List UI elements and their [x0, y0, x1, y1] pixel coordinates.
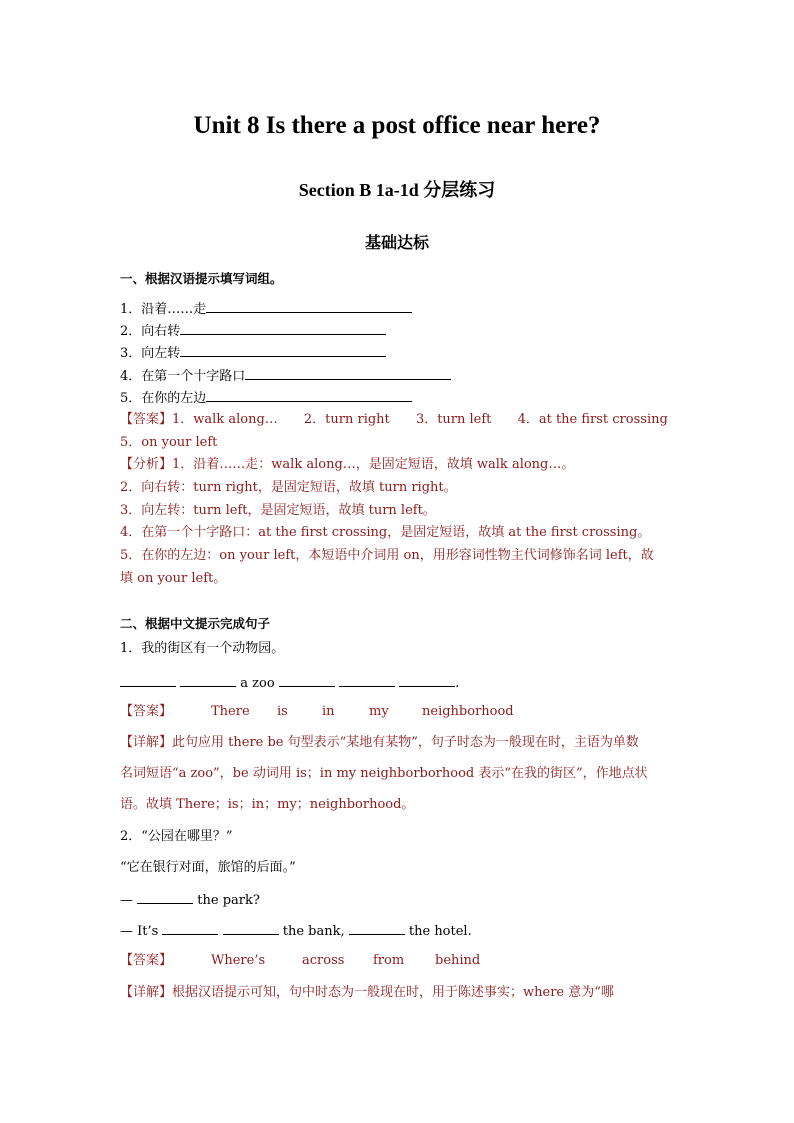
answer-blank[interactable] — [180, 673, 236, 687]
part1-item: 1．沿着……走 — [120, 299, 412, 319]
answer-blank[interactable] — [162, 921, 218, 935]
section-subtitle: Section B 1a-1d 分层练习 — [298, 180, 496, 200]
answer-blank[interactable] — [137, 890, 193, 904]
detail-line: 名词短语“a zoo”，be 动词用 is；in my neighborborhood 表示“在我的街区”，作地点状 — [120, 766, 648, 781]
answer-blank[interactable] — [349, 921, 405, 935]
q2-line2: — It’s the bank, the hotel. — [120, 921, 472, 941]
part1-item: 2．向右转 — [120, 321, 386, 341]
q2-answer: 【答案】 Where’s across from behind — [120, 953, 481, 968]
analysis-line: 2．向右转：turn right，是固定短语，故填 turn right。 — [120, 480, 457, 495]
q1-sentence: a zoo . — [120, 673, 459, 693]
part2-heading: 二、根据中文提示完成句子 — [120, 616, 271, 631]
analysis-line: 4．在第一个十字路口：at the first crossing，是固定短语，故填 at the first crossing。 — [120, 525, 651, 540]
answer-blank[interactable] — [120, 673, 176, 687]
q1-answer: 【答案】 There is in my neighborhood — [120, 704, 514, 719]
detail-line: 语。故填 There；is；in；my；neighborhood。 — [120, 797, 415, 812]
part1-item: 3．向左转 — [120, 343, 386, 363]
q2-prompt2: “它在银行对面，旅馆的后面。” — [120, 860, 296, 875]
q2-detail: 【详解】根据汉语提示可知，句中时态为一般现在时，用于陈述事实；where 意为“哪 — [120, 985, 614, 1000]
analysis-line: 5．在你的左边：on your left，本短语中介词用 on，用形容词性物主代词修饰名词 left，故 — [120, 548, 654, 563]
answer-blank[interactable] — [206, 388, 412, 402]
q1-detail: 【详解】此句应用 there be 句型表示“某地有某物”，句子时态为一般现在时，主语为单数 — [120, 735, 639, 750]
part1-analysis: 【分析】1．沿着……走：walk along…，是固定短语，故填 walk along…。 — [120, 457, 575, 472]
part1-item: 4．在第一个十字路口 — [120, 366, 451, 386]
page-title: Unit 8 Is there a post office near here? — [193, 112, 601, 139]
part1-answer: 【答案】1．walk along… 2．turn right 3．turn left 4．at the first crossing — [120, 412, 668, 427]
answer-blank[interactable] — [180, 321, 386, 335]
answer-blank[interactable] — [279, 673, 335, 687]
answer-blank[interactable] — [223, 921, 279, 935]
q2-prompt: 2．“公园在哪里？” — [120, 829, 233, 844]
level-heading: 基础达标 — [364, 235, 429, 252]
part1-heading: 一、根据汉语提示填写词组。 — [120, 271, 283, 286]
part1-answer-cont: 5．on your left — [120, 435, 218, 450]
analysis-line: 3．向左转：turn left，是固定短语，故填 turn left。 — [120, 503, 436, 518]
answer-blank[interactable] — [399, 673, 455, 687]
answer-blank[interactable] — [245, 366, 451, 380]
answer-blank[interactable] — [206, 299, 412, 313]
answer-blank[interactable] — [180, 343, 386, 357]
q1-prompt: 1．我的街区有一个动物园。 — [120, 641, 285, 656]
q2-line1: — the park? — [120, 890, 260, 910]
analysis-line: 填 on your left。 — [120, 571, 227, 586]
part1-item: 5．在你的左边 — [120, 388, 412, 408]
answer-blank[interactable] — [339, 673, 395, 687]
